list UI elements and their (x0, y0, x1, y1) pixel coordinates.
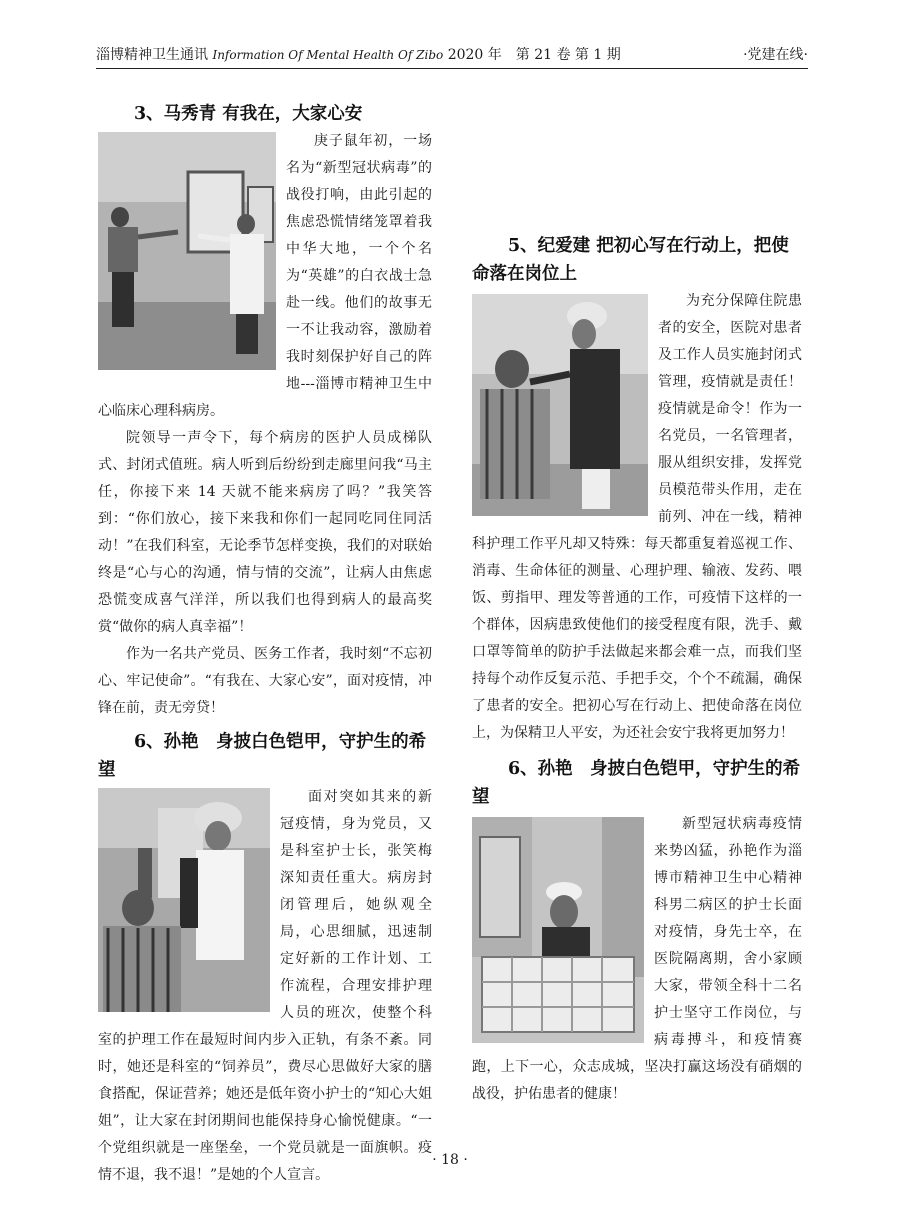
article-6-paragraph: 新型冠状病毒疫情来势凶猛，孙艳作为淄博市精神卫生中心精神科男二病区的护士长面对疫情，身先士卒，在医院隔离期，舍小家顾大家，带领全科十二名护士坚守工作岗位，与病毒搏斗，和疫情赛跑，上下一心，众志成城，坚决打赢这场没有硝烟的战役，护佑患者的健康！ (472, 816, 802, 1102)
page-header (96, 42, 808, 69)
article-5-paragraph: 为充分保障住院患者的安全，医院对患者及工作人员实施封闭式管理，疫情就是责任！疫情就是命令！作为一名党员，一名管理者，服从组织安排，发挥党员模范带头作用，走在前列、冲在一线，精神科护理工作平凡却又特殊：每天都重复着巡视工作、消毒、生命体征的测量、心理护理、输液、发药、喂饭、剪指甲、理发等普通的工作，可疫情下这样的一个群体，因病患致使他们的接受程度有限，洗手、戴口罩等简单的防护手法做起来都会难一点，而我们坚持每个动作反复示范、手把手交，个个不疏漏，确保了患者的安全。把初心写在行动上、把使命落在岗位上，为保精卫人平安，为还社会安宁我将更加努力！ (472, 293, 802, 741)
journal-title-cn: 淄博精神卫生通讯 (96, 47, 208, 63)
article-3-title: 3、马秀青 有我在，大家心安 (134, 104, 363, 124)
photo-zhang-xiaomei (98, 788, 270, 1012)
article-3-paragraph: 院领导一声令下，每个病房的医护人员成梯队式、封闭式值班。病人听到后纷纷到走廊里问我“马主任，你接下来 14 天就不能来病房了吗？”我笑答到：“你们放心，接下来我和你们一起同吃同住同活动！”在我们科室，无论季节怎样变换，我们的对联始终是“心与心的沟通，情与情的交流”，让病人由焦虑恐慌变成喜气洋洋，所以我们也得到病人的最高奖赏“做你的病人真幸福”！ (98, 430, 432, 635)
article-3-paragraph: 作为一名共产党员、医务工作者，我时刻“不忘初心、牢记使命”。“有我在、大家心安”，面对疫情，冲锋在前，责无旁贷！ (98, 646, 432, 716)
section-label: ·党建在线· (743, 47, 808, 63)
issue-info: 2020 年 第 21 卷 第 1 期 (447, 47, 621, 63)
journal-title (96, 44, 621, 64)
article-6-title: 6、孙艳 身披白色铠甲，守护生的希望 (472, 759, 801, 807)
left-column (98, 100, 432, 1189)
article-3-paragraph: 庚子鼠年初，一场名为“新型冠状病毒”的战役打响，由此引起的焦虑恐慌情绪笼罩着我中华大地，一个个名为“英雄”的白衣战士急赴一线。他们的故事无一不让我动容，激励着我时刻保护好自己的阵地---淄博市精神卫生中心临床心理科病房。 (98, 133, 432, 419)
page-number: · 18 · (432, 1152, 468, 1168)
photo-ji-aijian (472, 294, 648, 516)
article-5-title: 5、纪爱建 把初心写在行动上，把使命落在岗位上 (472, 236, 789, 284)
article-4-paragraph: 面对突如其来的新冠疫情，身为党员，又是科室护士长，张笑梅深知责任重大。病房封闭管理后，她纵观全局，心思细腻，迅速制定好新的工作计划、工作流程，合理安排护理人员的班次，使整个科室的护理工作在最短时间内步入正轨，有条不紊。同时，她还是科室的“饲养员”，费尽心思做好大家的膳食搭配，保证营养；她还是低年资小护士的“知心大姐姐”，让大家在封闭期间也能保持身心愉悦健康。“一个党组织就是一座堡垒，一个党员就是一面旗帜。疫情不退，我不退！”是她的个人宣言。 (98, 789, 432, 1183)
journal-title-en: Information Of Mental Health Of Zibo (212, 48, 444, 62)
right-column (472, 232, 802, 1108)
photo-sun-yan (472, 817, 644, 1043)
photo-ma-xiuqing (98, 132, 276, 370)
article-4-title: 6、孙艳 身披白色铠甲，守护生的希望 (98, 732, 427, 780)
